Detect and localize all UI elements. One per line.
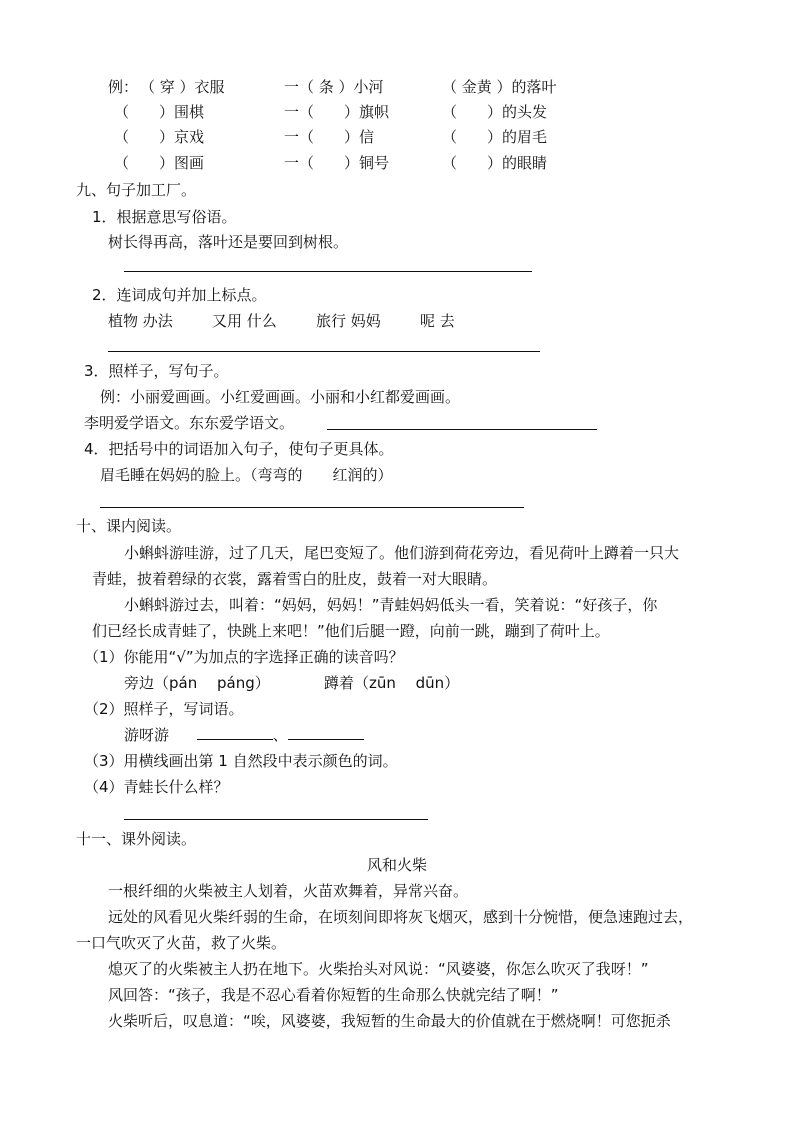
section-heading: 十、课内阅读。 bbox=[76, 517, 182, 535]
question-label: （2）照样子，写词语。 bbox=[84, 700, 244, 718]
separator: 、 bbox=[272, 726, 288, 744]
passage-line: 青蛙，披着碧绿的衣裳，露着雪白的肚皮，鼓着一对大眼睛。 bbox=[92, 570, 498, 588]
word-example-row bbox=[124, 725, 364, 745]
table-cell: 一（ 条 ）小河 bbox=[284, 78, 384, 96]
answer-line[interactable] bbox=[124, 819, 428, 820]
word-group: 旅行 妈妈 bbox=[316, 312, 381, 330]
question-label: 3．照样子，写句子。 bbox=[84, 362, 229, 380]
table-cell: （ ）的眼睛 bbox=[442, 154, 548, 172]
table-cell: （ 金黄 ）的落叶 bbox=[442, 78, 557, 96]
question-label: （1）你能用“√”为加点的字选择正确的读音吗？ bbox=[84, 648, 404, 666]
question-text: 眉毛睡在妈妈的脸上。（弯弯的 红润的） bbox=[100, 466, 393, 484]
question-label: 1．根据意思写俗语。 bbox=[92, 208, 237, 226]
table-cell: （ ）的眉毛 bbox=[442, 128, 548, 146]
example-sentence: 例：小丽爱画画。小红爱画画。小丽和小红都爱画画。 bbox=[100, 388, 461, 406]
answer-line[interactable] bbox=[124, 271, 532, 272]
passage-line: 小蝌蚪游哇游，过了几天，尾巴变短了。他们游到荷花旁边，看见荷叶上蹲着一只大 bbox=[124, 544, 680, 562]
answer-blank[interactable] bbox=[288, 725, 364, 740]
question-label: 4．把括号中的词语加入句子，使句子更具体。 bbox=[84, 440, 394, 458]
passage-line: 一口气吹灭了火苗，救了火柴。 bbox=[76, 934, 287, 952]
question-text: 树长得再高，落叶还是要回到树根。 bbox=[108, 233, 349, 251]
answer-blank[interactable] bbox=[197, 725, 273, 740]
word-group: 呢 去 bbox=[420, 312, 455, 330]
passage-line: 一根纤细的火柴被主人划着，火苗欢舞着，异常兴奋。 bbox=[108, 882, 469, 900]
pinyin-option: 蹲着（zūn dūn） bbox=[324, 674, 460, 692]
table-cell: （ ）围棋 bbox=[114, 103, 205, 121]
pinyin-option: 旁边（pán páng） bbox=[124, 674, 270, 692]
table-cell: （ ）的头发 bbox=[442, 103, 548, 121]
passage-line: 熄灭了的火柴被主人扔在地下。火柴抬头对风说：“风婆婆，你怎么吹灭了我呀！” bbox=[108, 960, 649, 978]
section-heading: 九、句子加工厂。 bbox=[76, 181, 197, 199]
story-title: 风和火柴 bbox=[366, 856, 427, 874]
table-cell: （ ）京戏 bbox=[114, 128, 205, 146]
passage-line: 远处的风看见火柴纤弱的生命，在顷刻间即将灰飞烟灭，感到十分惋惜，便急速跑过去， bbox=[108, 908, 694, 926]
passage-line: 火柴听后，叹息道：“唉，风婆婆，我短暂的生命最大的价值就在于燃烧啊！可您扼杀 bbox=[108, 1012, 671, 1030]
word-example: 游呀游 bbox=[124, 726, 170, 744]
answer-line[interactable] bbox=[100, 507, 524, 508]
passage-line: 们已经长成青蛙了，快跳上来吧！”他们后腿一蹬，向前一跳，蹦到了荷叶上。 bbox=[92, 622, 610, 640]
question-label: 2．连词成句并加上标点。 bbox=[92, 286, 267, 304]
task-sentence: 李明爱学语文。东东爱学语文。 bbox=[84, 414, 295, 432]
passage-line: 风回答：“孩子，我是不忍心看着你短暂的生命那么快就完结了啊！” bbox=[108, 986, 559, 1004]
question-label: （4）青蛙长什么样？ bbox=[84, 778, 229, 796]
table-cell: 一（ ）信 bbox=[284, 128, 375, 146]
word-group: 又用 什么 bbox=[212, 312, 277, 330]
table-cell: （ ）图画 bbox=[114, 154, 205, 172]
answer-line[interactable] bbox=[108, 351, 540, 352]
passage-line: 小蝌蚪游过去，叫着：“妈妈，妈妈！”青蛙妈妈低头一看，笑着说：“好孩子，你 bbox=[124, 596, 658, 614]
table-cell: （ 穿 ）衣服 bbox=[140, 78, 225, 96]
table-cell: 一（ ）旗帜 bbox=[284, 103, 390, 121]
section-heading: 十一、课外阅读。 bbox=[76, 830, 197, 848]
answer-line[interactable] bbox=[327, 429, 597, 430]
question-label: （3）用横线画出第 1 自然段中表示颜色的词。 bbox=[84, 752, 398, 770]
example-label: 例： bbox=[108, 78, 139, 96]
table-cell: 一（ ）铜号 bbox=[284, 154, 390, 172]
word-group: 植物 办法 bbox=[108, 312, 173, 330]
